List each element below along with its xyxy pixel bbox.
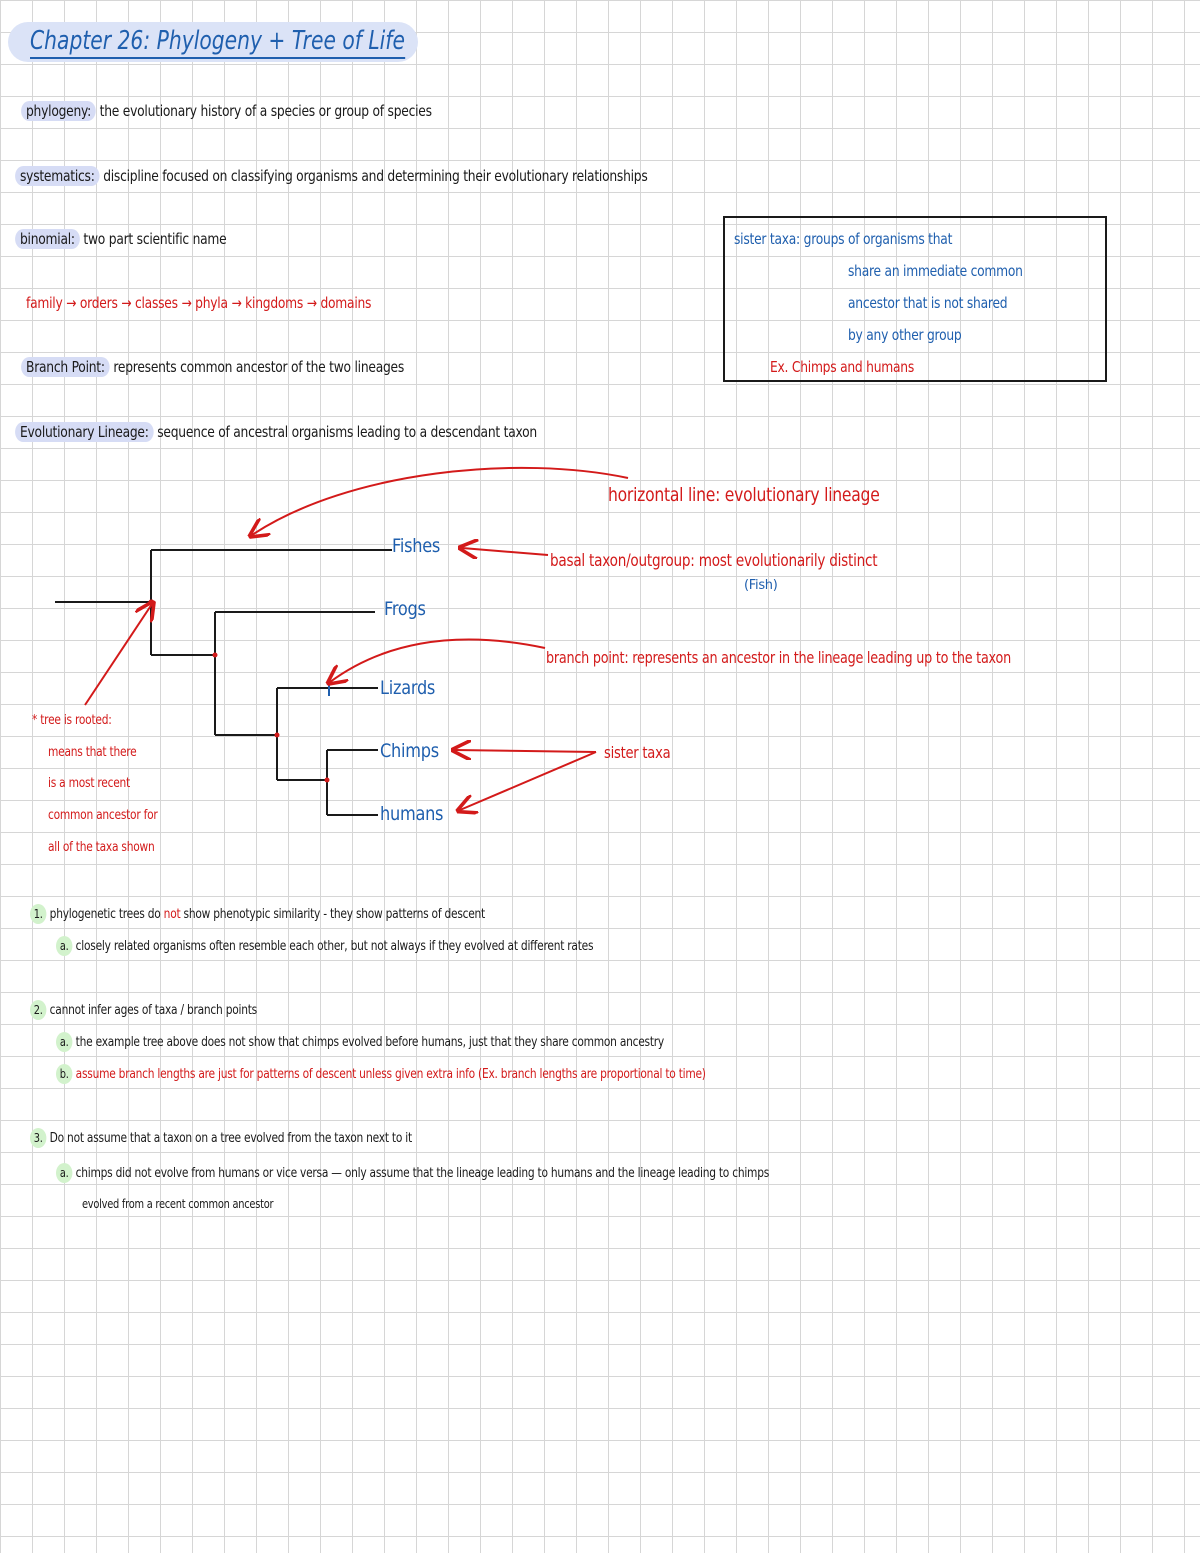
definition-phylogeny-text: the evolutionary history of a species or group of species	[99, 102, 432, 120]
arrow-basal	[462, 548, 548, 555]
page-title: Chapter 26: Phylogeny + Tree of Life	[30, 26, 405, 59]
sister-box-line2: share an immediate common	[848, 262, 1023, 280]
term-evolutionary-lineage: Evolutionary Lineage:	[15, 422, 154, 442]
definition-evolutionary-lineage-text: sequence of ancestral organisms leading to a descendant taxon	[157, 423, 537, 441]
rooted-note-line1: * tree is rooted:	[32, 713, 112, 728]
definition-binomial-text: two part scientific name	[83, 230, 227, 248]
term-systematics: systematics:	[15, 166, 99, 186]
point-2b	[56, 1064, 706, 1084]
taxonomy-hierarchy: family → orders → classes → phyla → kingdoms → domains	[26, 294, 372, 312]
point-3a	[56, 1163, 769, 1183]
taxon-humans: humans	[380, 803, 444, 825]
arrow-lineage	[252, 468, 628, 535]
sister-box-term: sister taxa:	[734, 230, 800, 248]
point-2a-label: a.	[56, 1032, 72, 1052]
rooted-note-line5: all of the taxa shown	[48, 840, 155, 855]
term-branch-point: Branch Point:	[21, 357, 110, 377]
point-3-text: Do not assume that a taxon on a tree evolved from the taxon next to it	[49, 1131, 412, 1146]
taxon-frogs: Frogs	[384, 598, 426, 620]
term-binomial: binomial:	[15, 229, 80, 249]
point-3a-text: chimps did not evolve from humans or vice versa — only assume that the lineage leading to humans and the lineage leading to chimps	[75, 1166, 770, 1181]
annotation-horizontal-line: horizontal line: evolutionary lineage	[608, 484, 880, 506]
point-2a	[56, 1032, 664, 1052]
rooted-note-line2: means that there	[48, 745, 137, 760]
taxon-fishes: Fishes	[392, 535, 441, 557]
arrow-sister-chimps	[455, 750, 596, 752]
point-1-text-post: show phenotypic similarity - they show patterns of descent	[180, 907, 485, 922]
point-1-number: 1.	[30, 904, 46, 924]
rooted-note-line3: is a most recent	[48, 776, 130, 791]
point-2	[30, 1000, 257, 1020]
point-1	[30, 904, 485, 924]
arrow-root	[85, 604, 152, 705]
arrow-branch-point	[330, 640, 545, 682]
point-3-number: 3.	[30, 1128, 46, 1148]
point-1a-text: closely related organisms often resemble each other, but not always if they evolved at different rates	[75, 939, 594, 954]
point-2b-text: assume branch lengths are just for patterns of descent unless given extra info (Ex. branch lengths are proportional to time)	[75, 1067, 706, 1082]
point-2-number: 2.	[30, 1000, 46, 1020]
annotation-sister-taxa: sister taxa	[604, 743, 671, 762]
point-1a	[56, 936, 593, 956]
arrow-sister-humans	[460, 752, 596, 810]
point-3a-label: a.	[56, 1163, 72, 1183]
annotation-branch-point: branch point: represents an ancestor in the lineage leading up to the taxon	[546, 648, 1011, 667]
point-2-text: cannot infer ages of taxa / branch points	[49, 1003, 257, 1018]
definition-branch-point-text: represents common ancestor of the two lineages	[113, 358, 405, 376]
point-1a-label: a.	[56, 936, 72, 956]
sister-box-example: Ex. Chimps and humans	[770, 358, 914, 376]
point-1-text-red: not	[163, 907, 181, 922]
annotation-basal-example: (Fish)	[744, 578, 778, 593]
taxon-chimps: Chimps	[380, 740, 439, 762]
taxon-lizards: Lizards	[380, 677, 436, 699]
point-2a-text: the example tree above does not show that chimps evolved before humans, just that they share common ancestry	[75, 1035, 665, 1050]
sister-box-line4: by any other group	[848, 326, 962, 344]
sister-box-line3: ancestor that is not shared	[848, 294, 1008, 312]
definition-systematics-text: discipline focused on classifying organisms and determining their evolutionary relationships	[103, 167, 648, 185]
rooted-note-line4: common ancestor for	[48, 808, 158, 823]
annotation-basal-taxon: basal taxon/outgroup: most evolutionarily distinct	[550, 551, 878, 571]
sister-box-line1-text: groups of organisms that	[803, 230, 953, 248]
point-3a-continuation: evolved from a recent common ancestor	[82, 1197, 274, 1211]
point-2b-label: b.	[56, 1064, 72, 1084]
term-phylogeny: phylogeny:	[21, 101, 96, 121]
point-1-text-pre: phylogenetic trees do	[49, 907, 164, 922]
branch-point-dots	[149, 600, 330, 783]
point-3	[30, 1128, 412, 1148]
